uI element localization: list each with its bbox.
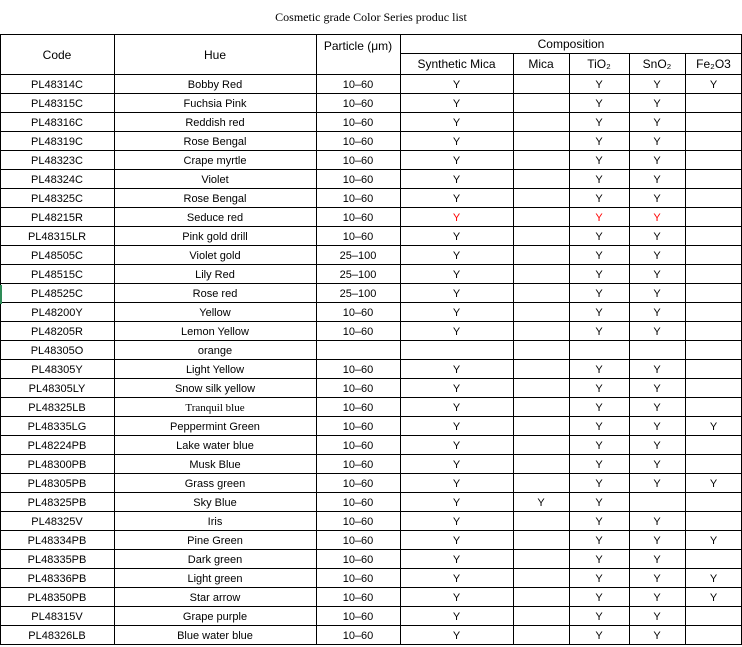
cell-sno2	[629, 341, 685, 360]
cell-synthetic-mica: Y	[452, 534, 461, 547]
cell-fe2o3	[685, 208, 742, 227]
cell-sno2: Y	[653, 458, 661, 471]
cell-particle	[316, 341, 400, 360]
cell-tio2: Y	[595, 116, 603, 129]
cell-code: PL48325PB	[27, 496, 87, 509]
cell-tio2: Y	[595, 230, 603, 243]
cell-code: PL48350PB	[27, 591, 87, 604]
cell-sno2: Y	[653, 439, 661, 452]
cell-tio2: Y	[595, 249, 603, 262]
cell-particle: 10–60	[342, 401, 374, 414]
cell-particle: 10–60	[342, 97, 374, 110]
cell-tio2: Y	[595, 401, 603, 414]
cell-hue: Iris	[207, 515, 223, 528]
cell-fe2o3	[685, 132, 742, 151]
cell-fe2o3	[685, 322, 742, 341]
cell-hue: Grape purple	[182, 610, 248, 623]
cell-particle: 10–60	[342, 458, 374, 471]
cell-code: PL48335LG	[27, 420, 87, 433]
cell-fe2o3: Y	[709, 534, 718, 547]
cell-particle: 10–60	[342, 629, 374, 642]
cell-code: PL48314C	[31, 78, 83, 91]
cell-particle: 10–60	[342, 439, 374, 452]
cell-synthetic-mica: Y	[452, 477, 461, 490]
cell-fe2o3: Y	[709, 477, 718, 490]
cell-code: PL48316C	[31, 116, 83, 129]
cell-fe2o3	[685, 493, 742, 512]
cell-synthetic-mica: Y	[452, 154, 461, 167]
cell-mica	[513, 151, 569, 170]
cell-particle: 25–100	[339, 268, 377, 281]
cell-mica	[513, 208, 569, 227]
cell-hue: Grass green	[184, 477, 246, 490]
cell-sno2: Y	[653, 363, 661, 376]
cell-sno2: Y	[653, 610, 661, 623]
cell-code: PL48305O	[30, 344, 84, 357]
cell-synthetic-mica: Y	[452, 306, 461, 319]
cell-tio2: Y	[595, 572, 603, 585]
cell-hue: Rose Bengal	[183, 135, 247, 148]
cell-code: PL48305Y	[31, 363, 83, 376]
cell-hue: Blue water blue	[177, 629, 253, 642]
cell-code: PL48200Y	[31, 306, 83, 319]
cell-code: PL48335PB	[27, 553, 87, 566]
cell-particle: 10–60	[342, 230, 374, 243]
cell-particle: 10–60	[342, 135, 374, 148]
cell-sno2: Y	[653, 192, 661, 205]
cell-hue: Lily Red	[195, 268, 235, 281]
cell-particle: 10–60	[342, 192, 374, 205]
cell-synthetic-mica: Y	[452, 610, 461, 623]
header-composition: Composition	[537, 37, 605, 51]
cell-mica	[513, 284, 569, 303]
row-marker	[0, 285, 2, 304]
cell-mica	[513, 550, 569, 569]
header-code: Code	[42, 48, 72, 62]
page-title: Cosmetic grade Color Series produc list	[275, 10, 467, 24]
cell-mica	[513, 569, 569, 588]
cell-fe2o3	[685, 455, 742, 474]
cell-tio2: Y	[595, 363, 603, 376]
cell-synthetic-mica: Y	[452, 325, 461, 338]
cell-synthetic-mica: Y	[452, 439, 461, 452]
cell-mica	[513, 474, 569, 493]
cell-tio2: Y	[595, 97, 603, 110]
cell-sno2: Y	[653, 154, 661, 167]
cell-synthetic-mica: Y	[452, 192, 461, 205]
cell-mica	[513, 246, 569, 265]
cell-particle: 10–60	[342, 420, 374, 433]
cell-fe2o3	[685, 550, 742, 569]
cell-tio2: Y	[595, 591, 603, 604]
cell-mica	[513, 360, 569, 379]
cell-mica	[513, 512, 569, 531]
cell-fe2o3	[685, 94, 742, 113]
cell-fe2o3	[685, 626, 742, 645]
cell-particle: 10–60	[342, 591, 374, 604]
cell-hue: Rose red	[192, 287, 238, 300]
cell-tio2: Y	[595, 268, 603, 281]
cell-sno2: Y	[653, 553, 661, 566]
cell-code: PL48305LY	[28, 382, 86, 395]
cell-particle: 25–100	[339, 249, 377, 262]
cell-code: PL48305PB	[27, 477, 87, 490]
cell-synthetic-mica: Y	[452, 97, 461, 110]
cell-hue: Light Yellow	[185, 363, 245, 376]
cell-sno2: Y	[653, 211, 661, 224]
cell-sno2: Y	[653, 249, 661, 262]
cell-synthetic-mica: Y	[452, 268, 461, 281]
cell-sno2: Y	[653, 534, 661, 547]
cell-synthetic-mica: Y	[452, 78, 461, 91]
cell-synthetic-mica: Y	[452, 591, 461, 604]
cell-synthetic-mica: Y	[452, 572, 461, 585]
cell-hue: Dark green	[187, 553, 243, 566]
cell-tio2: Y	[595, 325, 603, 338]
cell-sno2: Y	[653, 287, 661, 300]
cell-fe2o3	[685, 379, 742, 398]
cell-fe2o3	[685, 607, 742, 626]
header-fe2o3: Fe₂O3	[696, 57, 731, 71]
cell-tio2: Y	[595, 211, 603, 224]
cell-tio2: Y	[595, 192, 603, 205]
cell-tio2: Y	[595, 382, 603, 395]
cell-particle: 10–60	[342, 325, 374, 338]
cell-sno2: Y	[653, 572, 661, 585]
cell-sno2: Y	[653, 268, 661, 281]
cell-particle: 10–60	[342, 363, 374, 376]
cell-mica	[513, 227, 569, 246]
cell-hue: Lake water blue	[176, 439, 254, 452]
cell-code: PL48323C	[31, 154, 83, 167]
cell-sno2: Y	[653, 420, 661, 433]
cell-particle: 10–60	[342, 306, 374, 319]
cell-mica	[513, 379, 569, 398]
cell-mica	[513, 455, 569, 474]
cell-code: PL48325V	[31, 515, 83, 528]
cell-mica	[513, 132, 569, 151]
cell-sno2: Y	[653, 629, 661, 642]
cell-fe2o3	[685, 512, 742, 531]
cell-code: PL48215R	[31, 211, 83, 224]
cell-code: PL48334PB	[27, 534, 87, 547]
cell-fe2o3	[685, 265, 742, 284]
header-synthetic-mica: Synthetic Mica	[417, 57, 496, 71]
cell-tio2: Y	[595, 287, 603, 300]
cell-code: PL48224PB	[27, 439, 87, 452]
cell-mica	[513, 189, 569, 208]
cell-fe2o3	[685, 436, 742, 455]
cell-synthetic-mica: Y	[452, 515, 461, 528]
cell-code: PL48325LB	[28, 401, 86, 414]
cell-synthetic-mica: Y	[452, 496, 461, 509]
cell-sno2: Y	[653, 116, 661, 129]
cell-fe2o3	[685, 398, 742, 417]
cell-mica	[513, 113, 569, 132]
cell-mica	[513, 607, 569, 626]
cell-sno2: Y	[653, 401, 661, 414]
cell-code: PL48325C	[31, 192, 83, 205]
cell-synthetic-mica: Y	[452, 135, 461, 148]
cell-tio2: Y	[595, 515, 603, 528]
cell-code: PL48336PB	[27, 572, 87, 585]
cell-hue: Fuchsia Pink	[183, 97, 247, 110]
cell-fe2o3: Y	[709, 572, 718, 585]
cell-hue: Light green	[187, 572, 243, 585]
cell-code: PL48315C	[31, 97, 83, 110]
cell-particle: 10–60	[342, 211, 374, 224]
cell-synthetic-mica	[400, 341, 513, 360]
cell-tio2: Y	[595, 78, 603, 91]
cell-tio2: Y	[595, 420, 603, 433]
cell-mica	[513, 398, 569, 417]
cell-fe2o3: Y	[709, 78, 718, 91]
cell-particle: 10–60	[342, 572, 374, 585]
cell-tio2: Y	[595, 173, 603, 186]
cell-fe2o3	[685, 227, 742, 246]
cell-hue: Musk Blue	[189, 458, 241, 471]
cell-fe2o3	[685, 360, 742, 379]
cell-tio2: Y	[595, 534, 603, 547]
cell-sno2: Y	[653, 515, 661, 528]
cell-sno2: Y	[653, 477, 661, 490]
cell-particle: 10–60	[342, 477, 374, 490]
cell-particle: 10–60	[342, 534, 374, 547]
cell-particle: 10–60	[342, 553, 374, 566]
cell-mica	[513, 322, 569, 341]
cell-mica	[513, 94, 569, 113]
cell-fe2o3	[685, 113, 742, 132]
cell-particle: 10–60	[342, 173, 374, 186]
cell-hue: Snow silk yellow	[174, 382, 256, 395]
cell-code: PL48505C	[31, 249, 83, 262]
cell-sno2: Y	[653, 306, 661, 319]
cell-tio2: Y	[595, 306, 603, 319]
cell-fe2o3: Y	[709, 420, 718, 433]
cell-mica	[513, 341, 569, 360]
cell-synthetic-mica: Y	[452, 249, 461, 262]
cell-mica	[513, 436, 569, 455]
cell-mica	[513, 588, 569, 607]
cell-mica	[513, 303, 569, 322]
cell-hue: orange	[197, 344, 233, 357]
cell-tio2: Y	[595, 477, 603, 490]
cell-hue: Tranquil blue	[185, 401, 245, 414]
cell-code: PL48324C	[31, 173, 83, 186]
cell-fe2o3	[685, 341, 742, 360]
cell-particle: 10–60	[342, 382, 374, 395]
cell-synthetic-mica: Y	[452, 230, 461, 243]
cell-sno2	[629, 493, 685, 512]
cell-particle: 25–100	[339, 287, 377, 300]
cell-code: PL48300PB	[27, 458, 87, 471]
cell-code: PL48315V	[31, 610, 83, 623]
cell-tio2: Y	[595, 439, 603, 452]
cell-sno2: Y	[653, 230, 661, 243]
cell-synthetic-mica: Y	[452, 363, 461, 376]
cell-sno2: Y	[653, 325, 661, 338]
cell-synthetic-mica: Y	[452, 420, 461, 433]
cell-code: PL48515C	[31, 268, 83, 281]
cell-synthetic-mica: Y	[452, 629, 461, 642]
cell-tio2: Y	[595, 629, 603, 642]
cell-code: PL48315LR	[27, 230, 87, 243]
cell-fe2o3	[685, 151, 742, 170]
cell-hue: Pine Green	[187, 534, 243, 547]
cell-synthetic-mica: Y	[452, 553, 461, 566]
cell-hue: Yellow	[199, 306, 231, 319]
header-mica: Mica	[528, 57, 554, 71]
cell-sno2: Y	[653, 78, 661, 91]
cell-mica: Y	[537, 496, 545, 509]
cell-tio2: Y	[595, 553, 603, 566]
header-hue: Hue	[203, 48, 226, 62]
cell-particle: 10–60	[342, 78, 374, 91]
cell-sno2: Y	[653, 97, 661, 110]
cell-particle: 10–60	[342, 154, 374, 167]
cell-hue: Crape myrtle	[183, 154, 247, 167]
cell-particle: 10–60	[342, 515, 374, 528]
cell-tio2: Y	[595, 135, 603, 148]
cell-hue: Seduce red	[186, 211, 244, 224]
header-sno2: SnO₂	[642, 57, 672, 71]
header-particle: Particle (μm)	[323, 39, 393, 53]
cell-code: PL48525C	[31, 287, 83, 300]
cell-sno2: Y	[653, 591, 661, 604]
cell-fe2o3	[685, 246, 742, 265]
cell-synthetic-mica: Y	[452, 116, 461, 129]
cell-synthetic-mica: Y	[452, 287, 461, 300]
cell-sno2: Y	[653, 173, 661, 186]
cell-code: PL48319C	[31, 135, 83, 148]
cell-hue: Sky Blue	[193, 496, 237, 509]
cell-tio2: Y	[595, 458, 603, 471]
cell-synthetic-mica: Y	[452, 173, 461, 186]
cell-mica	[513, 265, 569, 284]
cell-mica	[513, 170, 569, 189]
cell-hue: Pink gold drill	[182, 230, 248, 243]
cell-fe2o3	[685, 284, 742, 303]
cell-sno2: Y	[653, 382, 661, 395]
cell-synthetic-mica: Y	[452, 401, 461, 414]
header-tio2: TiO₂	[587, 57, 611, 71]
cell-tio2: Y	[595, 154, 603, 167]
cell-particle: 10–60	[342, 610, 374, 623]
cell-sno2: Y	[653, 135, 661, 148]
cell-particle: 10–60	[342, 496, 374, 509]
cell-fe2o3	[685, 189, 742, 208]
cell-mica	[513, 531, 569, 550]
cell-synthetic-mica: Y	[452, 458, 461, 471]
cell-hue: Bobby Red	[187, 78, 243, 91]
cell-hue: Star arrow	[189, 591, 241, 604]
cell-code: PL48326LB	[28, 629, 86, 642]
cell-hue: Violet	[201, 173, 229, 186]
cell-tio2	[569, 341, 629, 360]
cell-mica	[513, 626, 569, 645]
cell-synthetic-mica: Y	[452, 382, 461, 395]
cell-fe2o3	[685, 303, 742, 322]
cell-fe2o3	[685, 170, 742, 189]
cell-mica	[513, 417, 569, 436]
cell-hue: Lemon Yellow	[181, 325, 249, 338]
cell-tio2: Y	[595, 496, 603, 509]
cell-hue: Reddish red	[185, 116, 245, 129]
cell-mica	[513, 75, 569, 94]
cell-hue: Violet gold	[189, 249, 241, 262]
cell-hue: Peppermint Green	[170, 420, 260, 433]
cell-fe2o3: Y	[709, 591, 718, 604]
cell-particle: 10–60	[342, 116, 374, 129]
cell-tio2: Y	[595, 610, 603, 623]
cell-code: PL48205R	[31, 325, 83, 338]
cell-hue: Rose Bengal	[183, 192, 247, 205]
cell-synthetic-mica: Y	[452, 211, 461, 224]
